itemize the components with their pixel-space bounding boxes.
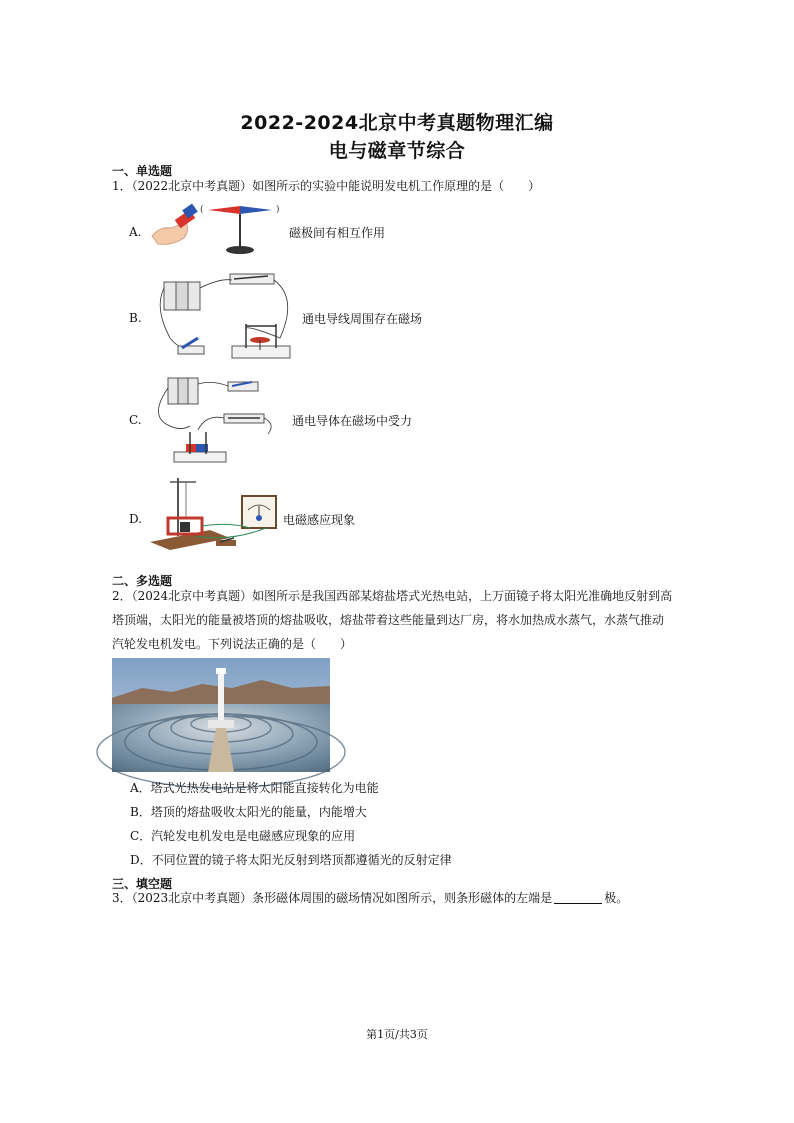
- q1-option-d-desc: 电磁感应现象: [283, 513, 356, 527]
- q1-option-c-desc: 通电导体在磁场中受力: [292, 414, 413, 428]
- q2-option-c: C．汽轮发电机发电是电磁感应现象的应用: [130, 829, 356, 843]
- q2-option-b: B．塔顶的熔盐吸收太阳光的能量，内能增大: [130, 805, 367, 819]
- section-heading-fill: 三、填空题: [112, 877, 173, 891]
- section-heading-multi: 二、多选题: [112, 574, 173, 588]
- q2-option-a: A．塔式光热发电站是将太阳能直接转化为电能: [130, 781, 379, 795]
- question-3-text-after: 极。: [604, 891, 629, 905]
- solar-tower-photo: [112, 658, 330, 772]
- question-2-line-3: 汽轮发电机发电。下列说法正确的是（ ）: [112, 637, 353, 651]
- svg-text:): ): [276, 205, 280, 215]
- page-number: 第1页/共3页: [366, 1028, 428, 1041]
- document-subtitle: 电与磁章节综合: [328, 140, 466, 162]
- q1-option-b-figure: [150, 268, 300, 364]
- question-2-line-1: 2．（2024北京中考真题）如图所示是我国西部某熔盐塔式光热电站，上万面镜子将太阳光准确地反射到高: [112, 589, 673, 603]
- q1-option-a-figure: [150, 200, 280, 260]
- q1-option-b-desc: 通电导线周围存在磁场: [302, 312, 423, 326]
- q1-option-a-label: A.: [129, 225, 142, 239]
- q1-option-b-label: B.: [129, 311, 142, 325]
- q1-option-d-label: D.: [129, 512, 143, 526]
- answer-blank[interactable]: [554, 891, 602, 904]
- svg-text:(: (: [200, 205, 204, 215]
- q1-option-c-label: C.: [129, 413, 142, 427]
- document-title: 2022-2024北京中考真题物理汇编: [240, 112, 554, 134]
- question-3-text: [112, 886, 628, 910]
- question-3-text-before: 3．（2023北京中考真题）条形磁体周围的磁场情况如图所示，则条形磁体的左端是: [112, 891, 553, 905]
- q1-option-c-figure: [150, 374, 280, 466]
- question-1-text: 1．（2022北京中考真题）如图所示的实验中能说明发电机工作原理的是（ ）: [112, 179, 541, 193]
- question-2-line-2: 塔顶端，太阳光的能量被塔顶的熔盐吸收，熔盐带着这些能量到达厂房，将水加热成水蒸气，水蒸气推动: [112, 613, 665, 627]
- q2-option-d: D．不同位置的镜子将太阳光反射到塔顶都遵循光的反射定律: [130, 853, 452, 867]
- section-heading-single: 一、单选题: [112, 164, 173, 178]
- q1-option-d-figure: [150, 474, 280, 554]
- q1-option-a-desc: 磁极间有相互作用: [289, 226, 386, 240]
